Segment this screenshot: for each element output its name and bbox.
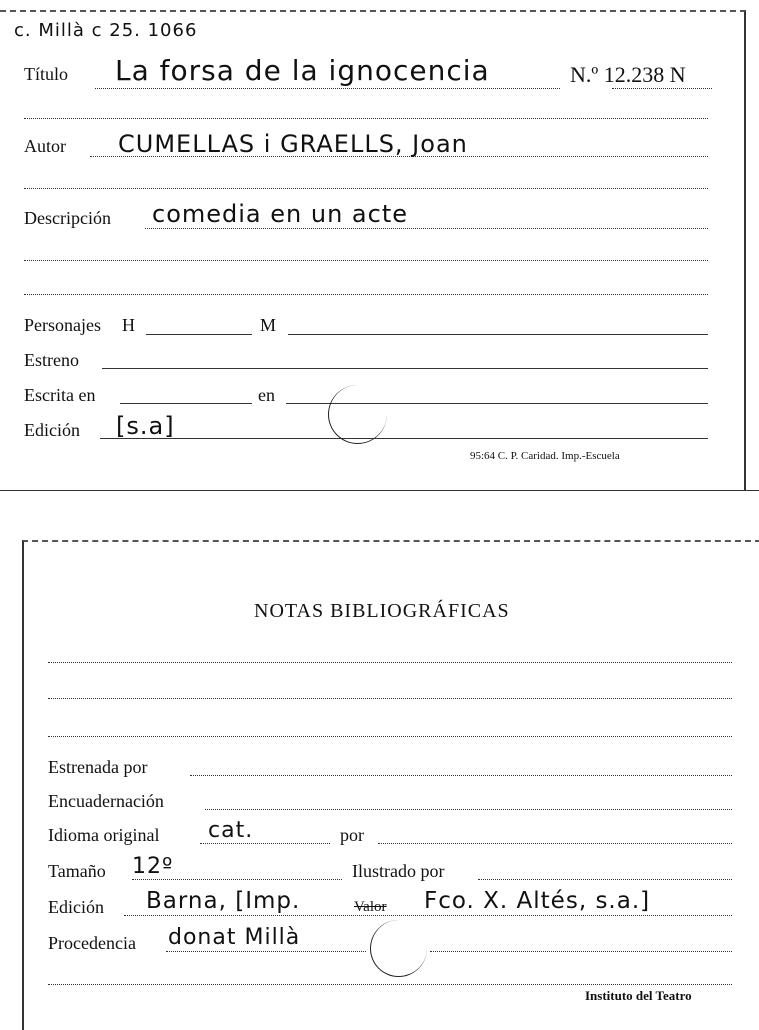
procedencia-line-2 [430,951,732,952]
titulo-label: Título [24,64,68,84]
procedencia-value: donat Millà [168,925,301,950]
idioma-value: cat. [208,818,254,843]
escrita-line [120,403,252,404]
estrenada-label: Estrenada por [48,757,148,777]
escrita-en: en [258,385,275,405]
idioma-por-line [378,843,732,844]
ilustrado-line [478,879,732,880]
estrenada-line [190,775,732,776]
escrita-label: Escrita en [24,385,96,405]
edicion2-value-a: Barna, [Imp. [146,888,301,914]
descripcion-line-3 [24,294,708,295]
titulo-number: N.º 12.238 N [570,62,686,87]
ilustrado-label: Ilustrado por [352,861,445,881]
procedencia-line [166,951,366,952]
descripcion-value: comedia en un acte [152,200,408,228]
autor-line-2 [24,188,708,189]
notas-line-2 [48,698,732,699]
notas-title: NOTAS BIBLIOGRÁFICAS [254,600,510,622]
stamp-mark [328,385,387,444]
personajes-m-line [288,334,708,335]
estreno-label: Estreno [24,350,79,370]
edicion2-value-struck: Valor [354,899,387,915]
bottom-line [48,984,732,985]
personajes-m: M [260,315,277,335]
edicion2-value-b: Fco. X. Altés, s.a.] [424,888,651,914]
edicion-line [100,438,708,439]
institute-footer: Instituto del Teatro [585,988,692,1003]
estreno-line [102,368,708,369]
descripcion-label: Descripción [24,208,111,228]
card-divider [0,490,759,491]
descripcion-line [145,228,708,229]
tamano-label: Tamaño [48,861,106,881]
encuadernacion-line [205,809,732,810]
idioma-label: Idioma original [48,825,160,845]
edicion-value: [s.a] [116,412,175,440]
descripcion-line-2 [24,260,708,261]
edicion2-line [124,915,732,916]
number-line [612,88,712,89]
printer-imprint: 95:64 C. P. Caridad. Imp.-Escuela [470,450,620,462]
header-note: c. Millà c 25. 1066 [14,20,198,41]
procedencia-label: Procedencia [48,933,136,953]
personajes-h-line [146,334,252,335]
idioma-line [200,843,330,844]
edicion-label: Edición [24,420,80,440]
personajes-label: Personajes [24,315,101,335]
autor-value: CUMELLAS i GRAELLS, Joan [118,130,468,158]
idioma-por: por [340,825,364,845]
stamp-mark-2 [370,920,427,977]
tamano-value: 12º [132,854,174,879]
titulo-value: La forsa de la ignocencia [115,54,490,87]
personajes-h: H [122,315,135,335]
titulo-line-2 [24,118,708,119]
notas-line-3 [48,736,732,737]
encuadernacion-label: Encuadernación [48,791,164,811]
titulo-line [95,88,560,89]
autor-label: Autor [24,136,66,156]
notas-line-1 [48,662,732,663]
edicion2-label: Edición [48,897,104,917]
tamano-line [132,879,342,880]
